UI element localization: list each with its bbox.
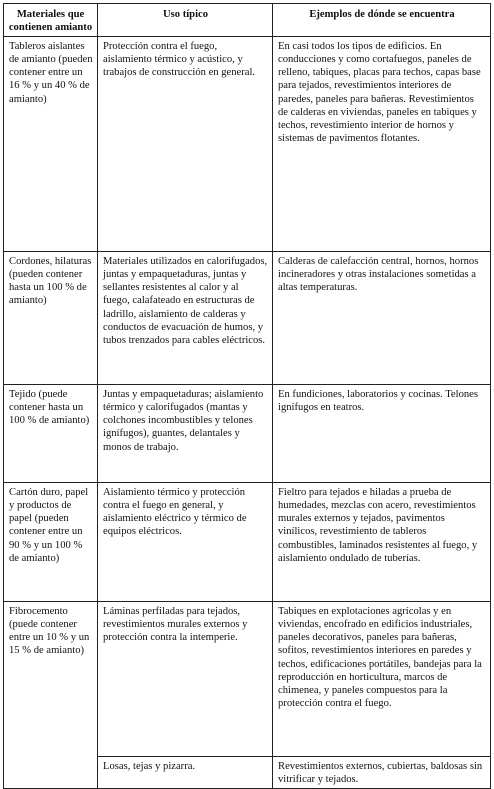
uso-cell: Protección contra el fuego, aislamiento térmico y acústico, y trabajos de construcción en general.: [98, 37, 273, 252]
material-cell: Fibrocemento (puede contener entre un 10 % y un 15 % de amianto): [4, 602, 98, 789]
header-materiales: Materiales que contienen amianto: [4, 4, 98, 37]
header-ejemplos: Ejemplos de dónde se encuentra: [273, 4, 491, 37]
header-uso-tipico: Uso típico: [98, 4, 273, 37]
ejemplos-cell: Fieltro para tejados e hiladas a prueba de humedades, mezclas con acero, revestimientos murales externos y tejados, pavimentos vinílicos, revestimiento de tableros combustibles, laminados resistentes al fuego, y aislamiento ondulado de tuberías.: [273, 483, 491, 602]
table-row: [4, 602, 491, 757]
material-cell: Tableros aislantes de amianto (pueden contener entre un 16 % y un 40 % de amianto): [4, 37, 98, 252]
uso-cell: Materiales utilizados en calorifugados, juntas y empaquetaduras, juntas y sellantes resistentes al calor y al fuego, calafateado en estructuras de ladrillo, aislamiento de calderas y conductos de evacuación de humos, y tubos trenzados para cables eléctricos.: [98, 252, 273, 385]
ejemplos-cell: En fundiciones, laboratorios y cocinas. Telones ignífugos en teatros.: [273, 385, 491, 483]
uso-cell: Losas, tejas y pizarra.: [98, 757, 273, 789]
table-row: [4, 483, 491, 602]
material-cell: Cartón duro, papel y productos de papel (pueden contener entre un 90 % y un 100 % de amianto): [4, 483, 98, 602]
table-row: [4, 385, 491, 483]
uso-cell: Juntas y empaquetaduras; aislamiento térmico y calorifugados (mantas y colchones incombustibles y telones ignífugos), guantes, delantales y monos de trabajo.: [98, 385, 273, 483]
asbestos-materials-table: [3, 3, 491, 789]
ejemplos-cell: Calderas de calefacción central, hornos, hornos incineradores y otras instalaciones sometidas a altas temperaturas.: [273, 252, 491, 385]
table-row: [4, 37, 491, 252]
ejemplos-cell: En casi todos los tipos de edificios. En conducciones y como cortafuegos, paneles de relleno, tabiques, placas para techos, capas base para tejados, revestimientos interiores de paredes, paneles para bañeras. Revestimientos de calderas en viviendas, paneles en tabiques y techos, revestimiento interior de hornos y sistemas de pavimentos flotantes.: [273, 37, 491, 252]
ejemplos-cell: Tabiques en explotaciones agrícolas y en viviendas, encofrado en edificios industriales, paneles decorativos, paneles para bañeras, sofitos, revestimientos interiores en paredes y techos, edificaciones portátiles, bandejas para la reproducción en horticultura, marcos de chimenea, y paneles compuestos para la protección contra el fuego.: [273, 602, 491, 757]
table-row: [4, 252, 491, 385]
material-cell: Cordones, hilaturas (pueden contener hasta un 100 % de amianto): [4, 252, 98, 385]
header-row: [4, 4, 491, 37]
material-cell: Tejido (puede contener hasta un 100 % de amianto): [4, 385, 98, 483]
uso-cell: Aislamiento térmico y protección contra el fuego en general, y aislamiento eléctrico y térmico de equipos eléctricos.: [98, 483, 273, 602]
uso-cell: Láminas perfiladas para tejados, revestimientos murales externos y protección contra la intemperie.: [98, 602, 273, 757]
ejemplos-cell: Revestimientos externos, cubiertas, baldosas sin vitrificar y tejados.: [273, 757, 491, 789]
